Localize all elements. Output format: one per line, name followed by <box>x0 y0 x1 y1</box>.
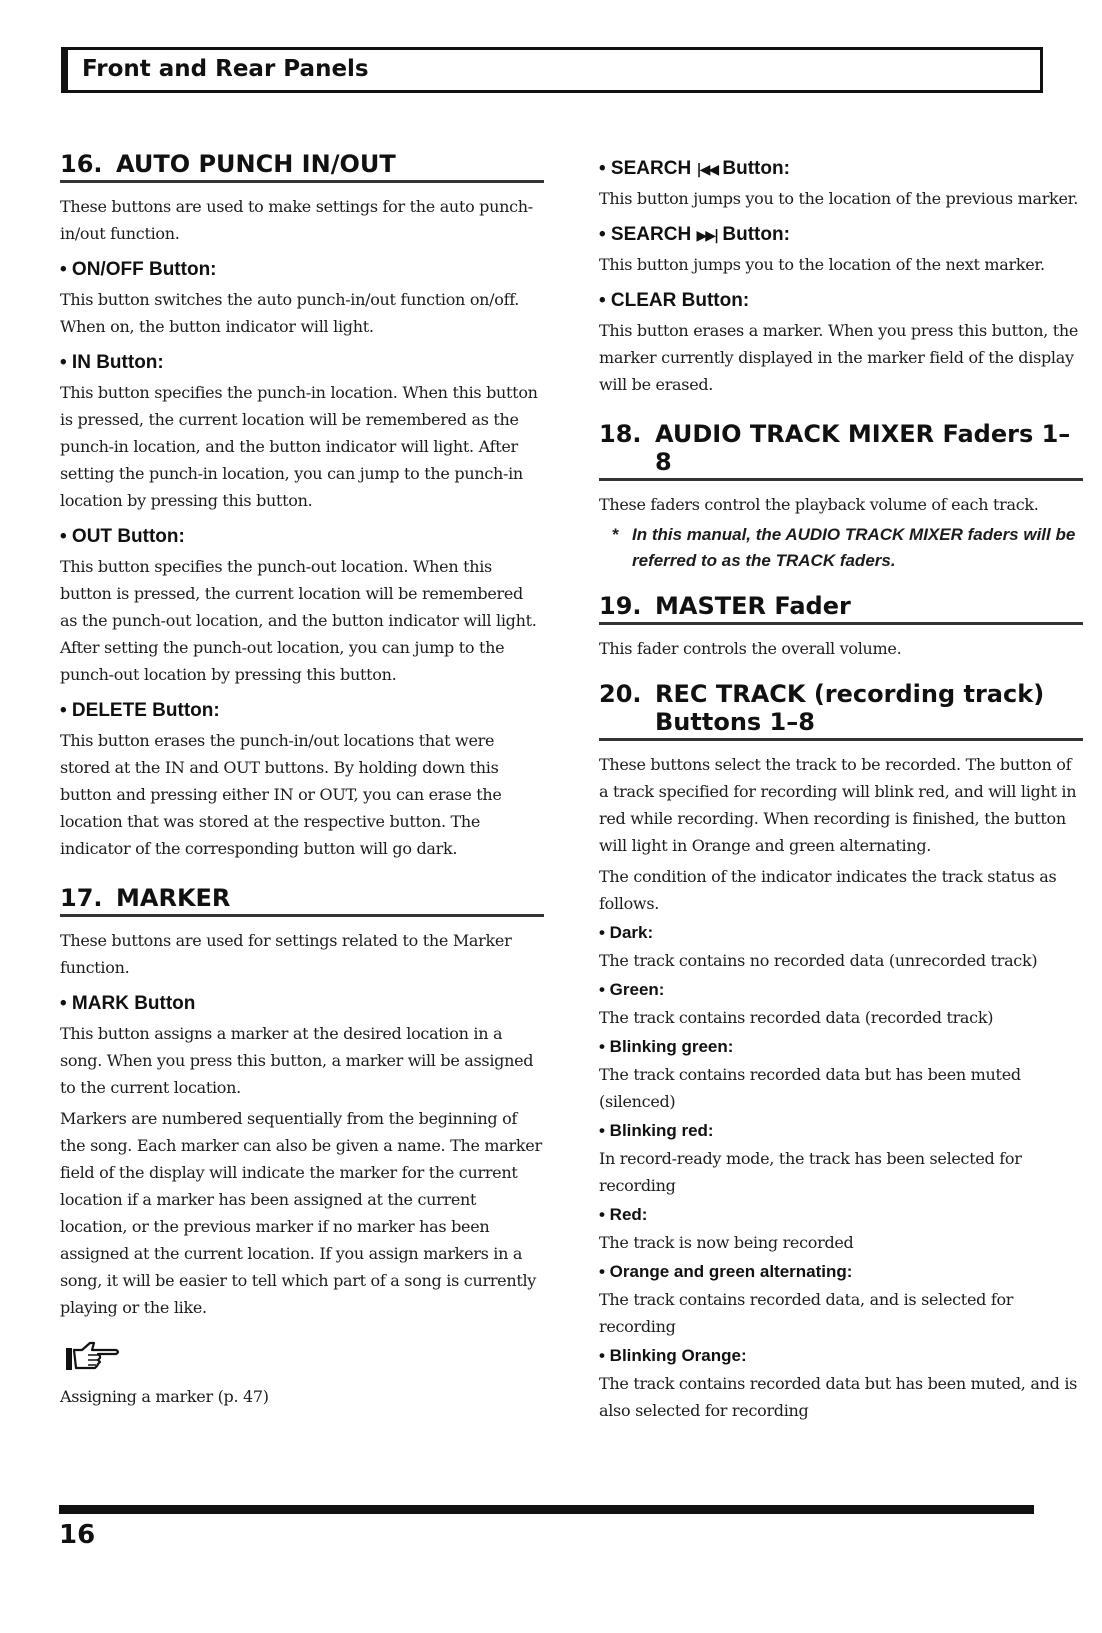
in-heading: • IN Button: <box>60 352 164 373</box>
mark-text-2: Markers are numbered sequentially from the beginning of the song. Each marker can also be given a name. The marker field of the display will indicate the marker for the current location if a marker has been assigned at the current location, or the previous marker if no marker has been assigned at the current location. If you assign markers in a song, it will be easier to tell which part of a song is currently playing or the like. <box>60 1109 542 1317</box>
search-next-heading: • SEARCH ▶▶| Button: <box>599 224 790 245</box>
section-19-text: This fader controls the overall volume. <box>599 639 902 658</box>
page-number: 16 <box>59 1520 96 1550</box>
onoff-text: This button switches the auto punch-in/out function on/off. When on, the button indicator will light. <box>60 290 520 336</box>
clear-heading: • CLEAR Button: <box>599 290 750 311</box>
section-18-text: These faders control the playback volume of each track. <box>599 495 1039 514</box>
section-16-title: 16. AUTO PUNCH IN/OUT <box>60 150 544 183</box>
status-red-heading: • Red: <box>599 1205 648 1224</box>
search-next-icon: ▶▶| <box>696 228 718 244</box>
header-title: Front and Rear Panels <box>82 56 369 82</box>
search-prev-text: This button jumps you to the location of the previous marker. <box>599 189 1078 208</box>
search-previous-icon: |◀◀ <box>696 162 718 178</box>
status-orange-green-heading: • Orange and green alternating: <box>599 1262 853 1281</box>
section-19-title: 19. MASTER Fader <box>599 592 1083 625</box>
page-header <box>61 47 1043 93</box>
section-18-title: 18. AUDIO TRACK MIXER Faders 1–8 <box>599 420 1083 481</box>
section-20-text-2: The condition of the indicator indicates the track status as follows. <box>599 867 1057 913</box>
status-dark-text: The track contains no recorded data (unrecorded track) <box>599 951 1038 970</box>
pointing-hand-icon <box>64 1339 544 1377</box>
status-blinking-green-heading: • Blinking green: <box>599 1037 734 1056</box>
clear-text: This button erases a marker. When you press this button, the marker currently displayed in the marker field of the display will be erased. <box>599 321 1079 394</box>
marker-reference: Assigning a marker (p. 47) <box>60 1387 269 1406</box>
out-text: This button specifies the punch-out location. When this button is pressed, the current location will be remembered as the punch-out location, and the button indicator will light. After setting the punch-out location, you can jump to the punch-out location by pressing this button. <box>60 557 537 684</box>
right-column <box>599 158 1083 1428</box>
footer-rule <box>59 1505 1034 1514</box>
delete-text: This button erases the punch-in/out locations that were stored at the IN and OUT buttons. By holding down this button and pressing either IN or OUT, you can erase the location that was stored at the respective button. The indicator of the corresponding button will go dark. <box>60 731 502 858</box>
section-17-intro: These buttons are used for settings related to the Marker function. <box>60 931 512 977</box>
status-blinking-orange-heading: • Blinking Orange: <box>599 1346 747 1365</box>
out-heading: • OUT Button: <box>60 526 185 547</box>
status-blinking-red-text: In record-ready mode, the track has been selected for recording <box>599 1149 1022 1195</box>
delete-heading: • DELETE Button: <box>60 700 220 721</box>
status-red-text: The track is now being recorded <box>599 1233 854 1252</box>
section-17-title: 17. MARKER <box>60 884 544 917</box>
status-blinking-red-heading: • Blinking red: <box>599 1121 714 1140</box>
mark-text-1: This button assigns a marker at the desired location in a song. When you press this button, a marker will be assigned to the current location. <box>60 1024 534 1097</box>
in-text: This button specifies the punch-in location. When this button is pressed, the current location will be remembered as the punch-in location, and the button indicator will light. After setting the punch-in location, you can jump to the punch-in location by pressing this button. <box>60 383 538 510</box>
status-green-text: The track contains recorded data (recorded track) <box>599 1008 994 1027</box>
section-16-intro: These buttons are used to make settings for the auto punch-in/out function. <box>60 197 533 243</box>
section-20-title: 20. REC TRACK (recording track) Buttons 1–8 <box>599 680 1083 741</box>
status-green-heading: • Green: <box>599 980 665 999</box>
section-20-text-1: These buttons select the track to be recorded. The button of a track specified for recording will blink red, and will light in red while recording. When recording is finished, the button will light in Orange and green alternating. <box>599 755 1077 855</box>
status-dark-heading: • Dark: <box>599 923 654 942</box>
status-blinking-green-text: The track contains recorded data but has been muted (silenced) <box>599 1065 1021 1111</box>
onoff-heading: • ON/OFF Button: <box>60 259 217 280</box>
search-next-text: This button jumps you to the location of the next marker. <box>599 255 1045 274</box>
status-orange-green-text: The track contains recorded data, and is selected for recording <box>599 1290 1014 1336</box>
section-18-note: * In this manual, the AUDIO TRACK MIXER faders will be referred to as the TRACK faders. <box>612 525 1076 570</box>
status-blinking-orange-text: The track contains recorded data but has been muted, and is also selected for recording <box>599 1374 1078 1420</box>
mark-heading: • MARK Button <box>60 993 196 1014</box>
search-prev-heading: • SEARCH |◀◀ Button: <box>599 158 790 179</box>
left-column <box>60 150 544 1414</box>
